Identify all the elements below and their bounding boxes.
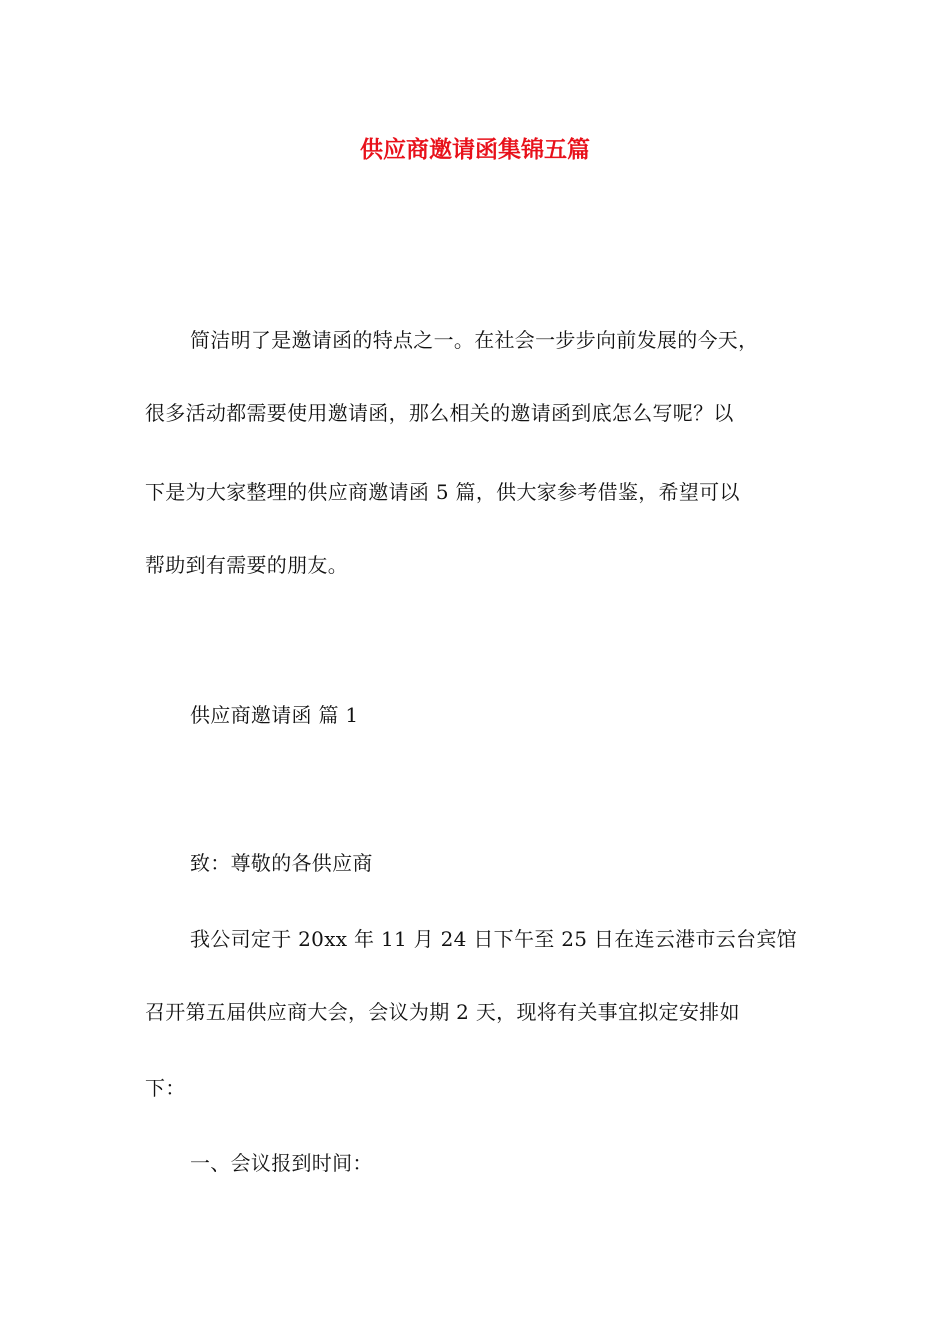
- intro-line-1: 简洁明了是邀请函的特点之一。在社会一步步向前发展的今天，: [190, 328, 759, 352]
- intro-line-3: 下是为大家整理的供应商邀请函 5 篇，供大家参考借鉴，希望可以: [145, 480, 740, 504]
- body-line-2: 召开第五届供应商大会，会议为期 2 天，现将有关事宜拟定安排如: [145, 1000, 740, 1024]
- body-line-3: 下：: [145, 1076, 186, 1100]
- document-title: 供应商邀请函集锦五篇: [360, 136, 590, 163]
- intro-line-2: 很多活动都需要使用邀请函，那么相关的邀请函到底怎么写呢？以: [145, 401, 734, 425]
- list-item-1: 一、会议报到时间：: [190, 1151, 373, 1175]
- body-line-1: 我公司定于 20xx 年 11 月 24 日下午至 25 日在连云港市云台宾馆: [190, 927, 797, 951]
- salutation: 致：尊敬的各供应商: [190, 851, 373, 875]
- intro-line-4: 帮助到有需要的朋友。: [145, 553, 348, 577]
- section-heading: 供应商邀请函 篇 1: [190, 703, 359, 727]
